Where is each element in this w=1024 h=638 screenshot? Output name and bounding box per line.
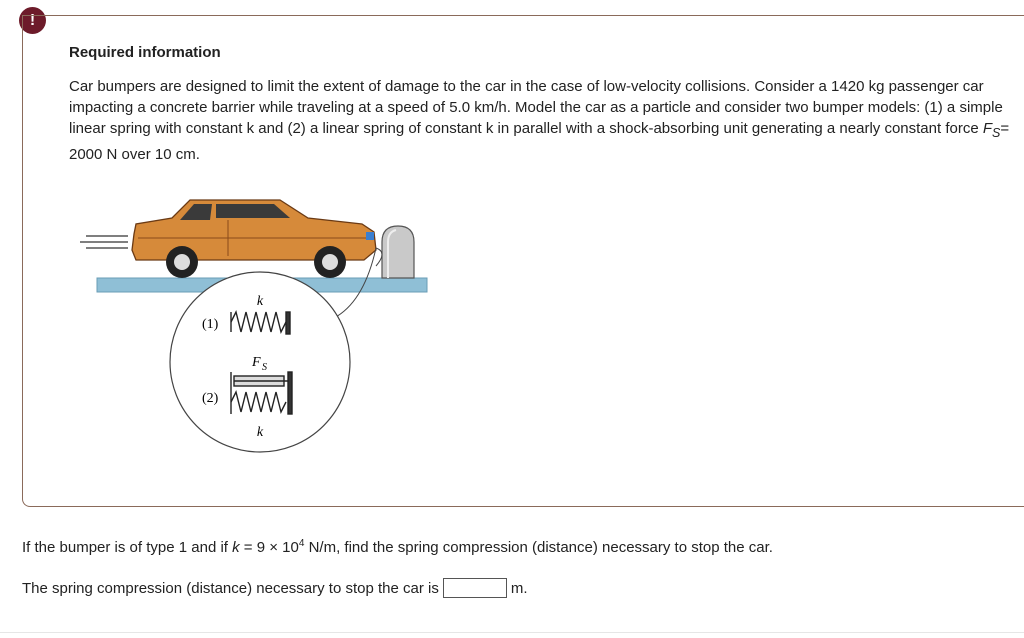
- problem-body-1: Car bumpers are designed to limit the extent of damage to the car in the case of low-velocity collisions. Consider a 1420 kg passenger car impacting a concrete barrier while traveling at a speed of 5.0 km/h. Model the car as a particle and consider two bumper models: (1) a simple linear spring with constant k and (2) a linear spring of constant k in parallel with a shock-absorbing unit generating a nearly constant force: [69, 78, 1003, 137]
- force-symbol: F: [982, 120, 993, 137]
- label-k-top: k: [256, 294, 264, 309]
- car: [132, 200, 376, 278]
- required-info-heading: Required information: [69, 44, 221, 61]
- exponent: 4: [298, 538, 305, 549]
- problem-statement: [69, 76, 1019, 165]
- label-1: (1): [202, 317, 219, 332]
- answer-line: [22, 578, 528, 598]
- question-part-2: = 9 × 10: [239, 539, 299, 556]
- question-part-3: N/m, find the spring compression (distance) necessary to stop the car.: [304, 539, 773, 556]
- concrete-barrier: [382, 226, 414, 278]
- force-subscript: S: [992, 126, 1001, 140]
- divider: [0, 632, 1024, 633]
- question-text: [22, 538, 773, 556]
- answer-input[interactable]: [443, 578, 507, 598]
- question-part-1: If the bumper is of type 1 and if: [22, 539, 233, 556]
- problem-body-2: = 2000 N over 10 cm.: [69, 120, 1010, 163]
- label-k-bottom: k: [256, 425, 264, 440]
- alert-icon: !: [19, 7, 46, 34]
- label-fs: F: [252, 355, 261, 370]
- answer-unit: m.: [510, 579, 528, 597]
- car-bumper-diagram: [76, 192, 436, 462]
- label-fs-sub: S: [262, 362, 267, 373]
- motion-lines: [80, 236, 128, 248]
- label-2: (2): [202, 391, 219, 406]
- answer-prompt: The spring compression (distance) necessary to stop the car is: [22, 579, 439, 597]
- k-symbol: k: [232, 539, 240, 556]
